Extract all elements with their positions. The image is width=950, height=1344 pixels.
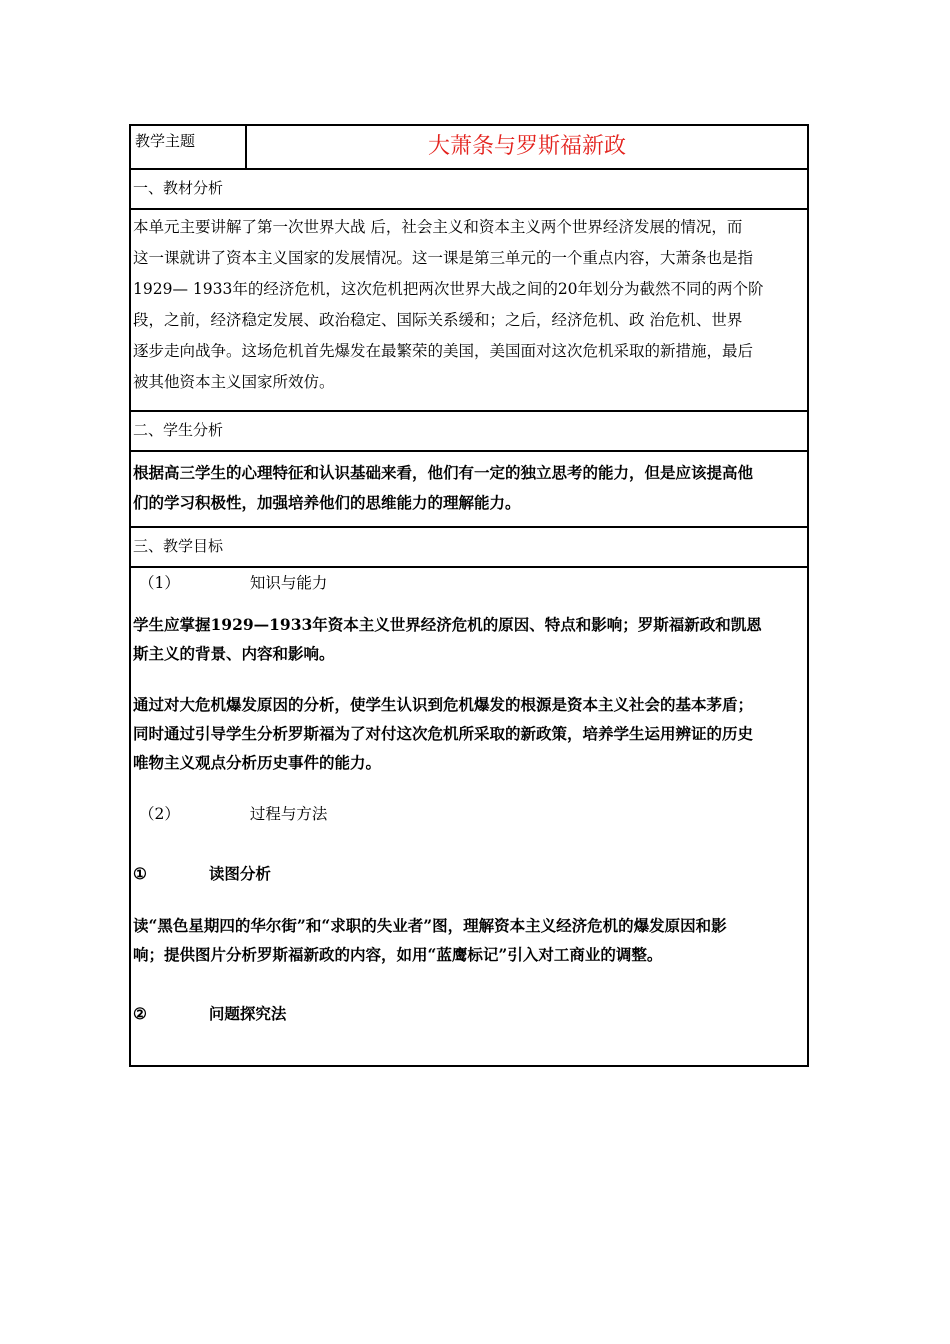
goal-paragraph: 通过对大危机爆发原因的分析，使学生认识到危机爆发的根源是资本主义社会的基本茅盾； 同时通过引导学生分析罗斯福为了对付这次危机所采取的新政策，培养学生运用辨证的历史 唯物主义观点分析历史事件的能力。 bbox=[133, 695, 754, 772]
text-line: 段，之前，经济稳定发展、政治稳定、国际关系缓和；之后，经济危机、政 治危机、世界 bbox=[133, 311, 743, 329]
teaching-goals-content bbox=[130, 567, 808, 1066]
text-line: 本单元主要讲解了第一次世界大战 后，社会主义和资本主义两个世界经济发展的情况，而 bbox=[133, 218, 743, 236]
text-line: 这一课就讲了资本主义国家的发展情况。这一课是第三单元的一个重点内容，大萧条也是指 bbox=[133, 249, 754, 267]
header-row bbox=[130, 125, 808, 169]
textbook-analysis-text bbox=[130, 209, 808, 411]
goal-paragraph: 读“黑色星期四的华尔街”和“求职的失业者”图，理解资本主义经济危机的爆发原因和影 响；提供图片分析罗斯福新政的内容，如用“蓝鹰标记”引入对工商业的调整。 bbox=[133, 916, 727, 964]
section-heading-textbook: 一、教材分析 bbox=[130, 169, 808, 209]
text-line: 被其他资本主义国家所效仿。 bbox=[133, 373, 335, 391]
section-heading-students: 二、学生分析 bbox=[130, 411, 808, 451]
bullet-reading-maps: ① 读图分析 bbox=[133, 864, 271, 883]
lesson-plan-sheet bbox=[129, 124, 809, 1067]
text-line: 逐步走向战争。这场危机首先爆发在最繁荣的美国，美国面对这次危机采取的新措施，最后 bbox=[133, 342, 754, 360]
text-line: 们的学习积极性，加强培养他们的思维能力的理解能力。 bbox=[133, 493, 521, 512]
text-line: 1929— 1933年的经济危机，这次危机把两次世界大战之间的20年划分为截然不同的两个阶 bbox=[133, 280, 764, 298]
lesson-plan-table bbox=[129, 124, 809, 1067]
section-heading-goals: 三、教学目标 bbox=[130, 527, 808, 567]
student-analysis-text bbox=[130, 451, 808, 527]
subheading-process: （2） 过程与方法 bbox=[139, 805, 328, 823]
text-line: 根据高三学生的心理特征和认识基础来看，他们有一定的独立思考的能力，但是应该提高他 bbox=[133, 463, 754, 482]
page-title: 大萧条与罗斯福新政 bbox=[246, 125, 808, 169]
bullet-inquiry-method: ② 问题探究法 bbox=[133, 1004, 287, 1023]
topic-label: 教学主题 bbox=[130, 125, 246, 169]
goal-paragraph: 学生应掌握1929—1933年资本主义世界经济危机的原因、特点和影响；罗斯福新政和凯恩 斯主义的背景、内容和影响。 bbox=[133, 615, 762, 663]
subheading-knowledge: （1） 知识与能力 bbox=[139, 574, 328, 592]
